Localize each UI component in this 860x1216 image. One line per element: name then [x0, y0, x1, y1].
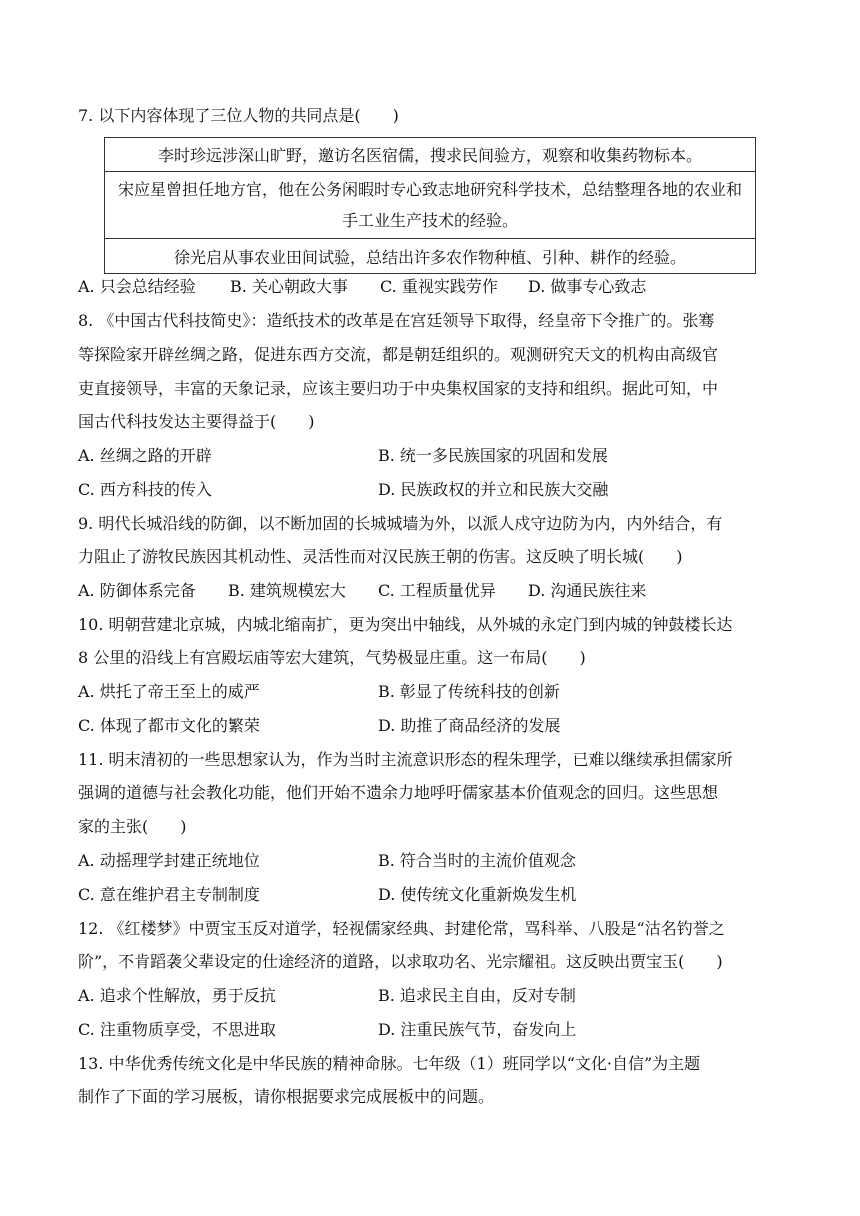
q8-option-a[interactable]: A. 丝绸之路的开辟	[78, 446, 212, 465]
q10-option-c[interactable]: C. 体现了都市文化的繁荣	[78, 716, 260, 735]
q8-option-c[interactable]: C. 西方科技的传入	[78, 480, 212, 499]
q12-option-a[interactable]: A. 追求个性解放，勇于反抗	[78, 986, 276, 1005]
q12-stem-line: 12. 《红楼梦》中贾宝玉反对道学，轻视儒家经典、封建伦常，骂科举、八股是“沽名钓誉之	[78, 919, 725, 938]
q10-stem-line: 10. 明朝营建北京城，内城北缩南扩，更为突出中轴线，从外城的永定门到内城的钟鼓楼长达	[78, 615, 733, 634]
q9-option-b[interactable]: B. 建筑规模宏大	[228, 581, 346, 600]
q7-option-c[interactable]: C. 重视实践劳作	[380, 277, 498, 296]
q11-option-a[interactable]: A. 动摇理学封建正统地位	[78, 851, 260, 870]
q12-stem-line: 阶”，不肯蹈袭父辈设定的仕途经济的道路，以求取功名、光宗耀祖。这反映出贾宝玉( )	[78, 952, 723, 971]
q12-option-c[interactable]: C. 注重物质享受，不思进取	[78, 1020, 276, 1039]
q11-stem-line: 家的主张( )	[78, 817, 187, 836]
q8-stem-line: 吏直接领导，丰富的天象记录，应该主要归功于中央集权国家的支持和组织。据此可知，中	[78, 379, 719, 398]
q7-table-row: 李时珍远涉深山旷野，邀访名医宿儒，搜求民间验方，观察和收集药物标本。	[105, 138, 756, 172]
q10-option-a[interactable]: A. 烘托了帝王至上的威严	[78, 682, 260, 701]
q12-option-d[interactable]: D. 注重民族气节，奋发向上	[378, 1020, 577, 1039]
q9-option-a[interactable]: A. 防御体系完备	[78, 581, 196, 600]
q10-stem-line: 8 公里的沿线上有宫殿坛庙等宏大建筑，气势极显庄重。这一布局( )	[78, 648, 586, 667]
q7-option-b[interactable]: B. 关心朝政大事	[230, 277, 348, 296]
q8-stem-line: 等探险家开辟丝绸之路，促进东西方交流，都是朝廷组织的。观测研究天文的机构由高级官	[78, 345, 719, 364]
q11-option-c[interactable]: C. 意在维护君主专制制度	[78, 885, 260, 904]
q8-stem-line: 国古代科技发达主要得益于( )	[78, 412, 315, 431]
q8-option-d[interactable]: D. 民族政权的并立和民族大交融	[378, 480, 609, 499]
q9-stem-line: 力阻止了游牧民族因其机动性、灵活性而对汉民族王朝的伤害。这反映了明长城( )	[78, 547, 683, 566]
q10-option-b[interactable]: B. 彰显了传统科技的创新	[378, 682, 560, 701]
q12-option-b[interactable]: B. 追求民主自由，反对专制	[378, 986, 576, 1005]
q11-option-d[interactable]: D. 使传统文化重新焕发生机	[378, 885, 577, 904]
q7-table-row: 宋应星曾担任地方官，他在公务闲暇时专心致志地研究科学技术，总结整理各地的农业和手工业生产技术的经验。	[105, 172, 756, 239]
q7-option-a[interactable]: A. 只会总结经验	[78, 277, 196, 296]
q11-option-b[interactable]: B. 符合当时的主流价值观念	[378, 851, 576, 870]
q13-stem-line: 制作了下面的学习展板，请你根据要求完成展板中的问题。	[78, 1087, 495, 1106]
q7-info-table	[104, 137, 756, 274]
q9-option-c[interactable]: C. 工程质量优异	[378, 581, 496, 600]
q13-stem-line: 13. 中华优秀传统文化是中华民族的精神命脉。七年级（1）班同学以“文化·自信”为主题	[78, 1054, 701, 1073]
q7-table-row: 徐光启从事农业田间试验，总结出许多农作物种植、引种、耕作的经验。	[105, 239, 756, 274]
q10-option-d[interactable]: D. 助推了商品经济的发展	[378, 716, 561, 735]
q9-option-d[interactable]: D. 沟通民族往来	[528, 581, 647, 600]
q11-stem-line: 强调的道德与社会教化功能，他们开始不遗余力地呼吁儒家基本价值观念的回归。这些思想	[78, 783, 719, 802]
q9-stem-line: 9. 明代长城沿线的防御，以不断加固的长城城墙为外，以派人戍守边防为内，内外结合，有	[78, 514, 723, 533]
q11-stem-line: 11. 明末清初的一些思想家认为，作为当时主流意识形态的程朱理学，已难以继续承担儒家所	[78, 750, 733, 769]
q8-stem-line: 8. 《中国古代科技简史》：造纸技术的改革是在宫廷领导下取得，经皇帝下令推广的。张骞	[78, 311, 715, 330]
q7-stem: 7. 以下内容体现了三位人物的共同点是( )	[78, 106, 399, 125]
q8-option-b[interactable]: B. 统一多民族国家的巩固和发展	[378, 446, 608, 465]
q7-option-d[interactable]: D. 做事专心致志	[528, 277, 647, 296]
